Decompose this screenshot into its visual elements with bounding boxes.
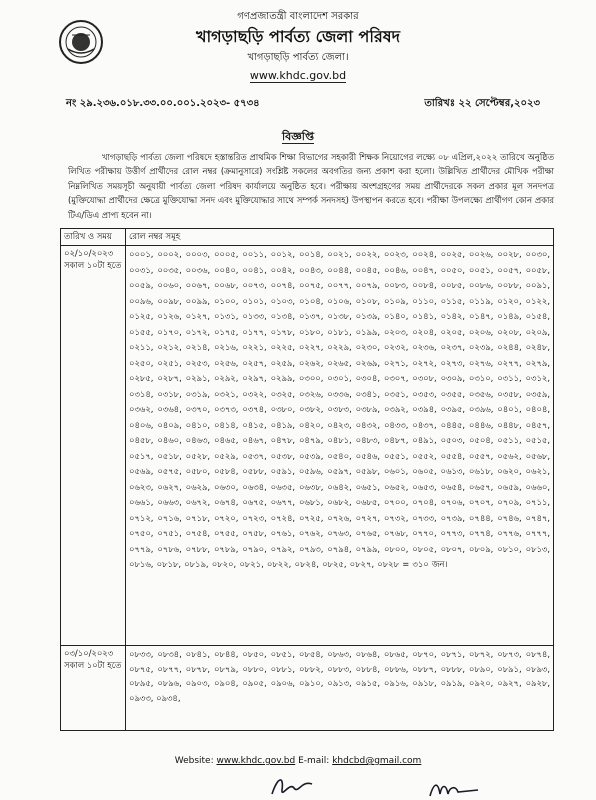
header-website-link[interactable]: www.khdc.gov.bd <box>249 69 347 82</box>
table-header-row <box>61 229 554 246</box>
table-row <box>61 646 554 731</box>
government-name: গণপ্রজাতন্ত্রী বাংলাদেশ সরকার <box>237 11 359 22</box>
roll-list-cell: ০৮৩৩, ০৮৩৪, ০৮৪১, ০৮৪৪, ০৮৫০, ০৮৫১, ০৮৫৪, ০৮৬৩, ০৮৬৪, ০৮৬৫, ০৮৭০, ০৮৭১, ০৮৭২, ০৮৭৩, ০৮৭৪, ০৮৭৫, ০৮৭৭, ০৮৭৮, ০৮৭৯, ০৮৮০, ০৮৮১, ০৮৮২, ০৮৮৩, ০৮৮৪, ০৮৮৬, ০৮৮৭, ০৮৮৮, ০৮৯০, ০৮৯১, ০৮৯৩, ০৮৯৫, ০৮৯৬, ০৯০৩, ০৯০৪, ০৯০৫, ০৯০৬, ০৯১০, ০৯১৩, ০৯১৫, ০৯১৬, ০৯১৮, ০৯১৯, ০৯২০, ০৯২৭, ০৯২৮, ০৯৩৩, ০৯৩৪, <box>126 646 554 731</box>
column-header-rolls: রোল নম্বর সমূহ <box>126 229 554 246</box>
signature-mark <box>268 772 318 800</box>
footer-email-link[interactable]: khdcbd@gmail.com <box>332 756 422 766</box>
signature-mark <box>428 778 480 800</box>
notice-body: খাগড়াছড়ি পার্বত্য জেলা পরিষদে হস্তান্তরিত প্রাথমিক শিক্ষা বিভাগের সহকারী শিক্ষক নিয়োগের লক্ষ্যে ০৮ এপ্রিল,২০২২ তারিখে অনুষ্ঠিত লিখিত পরীক্ষায় উত্তীর্ণ প্রার্থীদের রোল নম্বর (ক্রমানুসারে) সংশ্লিষ্ট সকলের অবগতির জন্য প্রকাশ করা হলো। উল্লিখিত প্রার্থীদের মৌখিক পরীক্ষা নিম্নলিখিত সময়সূচী অনুযায়ী পার্বত্য জেলা পরিষদ কার্যালয়ে অনুষ্ঠিত হবে। পরীক্ষায় অংশগ্রহণের সময় প্রার্থীদেরকে সকল প্রকার মূল সনদপত্র (মুক্তিযোদ্ধা প্রার্থীদের ক্ষেত্রে মুক্তিযোদ্ধা সনদ এবং মুক্তিযোদ্ধার সাথে সম্পর্ক সনদসহ) উপস্থাপন করতে হবে। পরীক্ষা উপলক্ষ্যে প্রার্থীগণ কোন প্রকার টিএ/ডিএ প্রাপ্য হবেন না। <box>68 152 554 220</box>
district-name: খাগড়াছড়ি পার্বত্য জেলা। <box>247 52 349 63</box>
session-cell: ০৩/১০/২০২৩ সকাল ১০টা হতে <box>61 646 126 731</box>
roll-list-cell: ০০০১, ০০০২, ০০০৩, ০০০৫, ০০১১, ০০১২, ০০১৪, ০০২১, ০০২২, ০০২৩, ০০২৪, ০০২৫, ০০২৬, ০০২৮, ০০৩০, ০০৩১, ০০৩৫, ০০৩৬, ০০৪০, ০০৪১, ০০৪২, ০০৪৩, ০০৪৪, ০০৪৫, ০০৪৬, ০০৪৭, ০০৫০, ০০৫১, ০০৫৭, ০০৫৮, ০০৫৯, ০০৬০, ০০৬৭, ০০৬৮, ০০৭৩, ০০৭৪, ০০৭৫, ০০৭৭, ০০৭৯, ০০৮৩, ০০৮৪, ০০৮৫, ০০৮৬, ০০৮৮, ০০৯১, ০০৯৬, ০০৯৮, ০০৯৯, ০১০০, ০১০১, ০১০৩, ০১০৪, ০১০৬, ০১০৮, ০১০৯, ০১১০, ০১১৫, ০১১৯, ০১২০, ০১২২, ০১২৫, ০১২৬, ০১২৭, ০১৩১, ০১৩৩, ০১৩৪, ০১৩৭, ০১৩৮, ০১৩৯, ০১৪০, ০১৪১, ০১৪২, ০১৪৭, ০১৪৯, ০১৫৪, ০১৫৫, ০১৭০, ০১৭২, ০১৭৫, ০১৭৭, ০১৭৮, ০১৮০, ০১৮১, ০১৯৯, ০২০৩, ০২০৪, ০২০৫, ০২০৬, ০২০৮, ০২০৯, ০২১১, ০২১২, ০২১৪, ০২১৬, ০২২১, ০২২৫, ০২২৭, ০২২৯, ০২৩০, ০২৩২, ০২৩৬, ০২৩৭, ০২৩৯, ০২৪৪, ০২৪৮, ০২৫০, ০২৫১, ০২৫৩, ০২৫৬, ০২৫৭, ০২৫৯, ০২৬২, ০২৬৫, ০২৬৯, ০২৭১, ০২৭২, ০২৭৩, ০২৭৬, ০২৭৭, ০২৭৯, ০২৮৫, ০২৮৭, ০২৯১, ০২৯২, ০২৯৭, ০২৯৯, ০৩০০, ০৩০১, ০৩০৪, ০৩০৭, ০৩০৮, ০৩০৯, ০৩১০, ০৩১১, ০৩১২, ০৩১৪, ০৩১৮, ০৩১৯, ০৩২১, ০৩২২, ০৩২৫, ০৩২৬, ০৩৩৬, ০৩৪১, ০৩৫১, ০৩৫৩, ০৩৫৫, ০৩৫৬, ০৩৫৮, ০৩৫৯, ০৩৬২, ০৩৬৪, ০৩৭০, ০৩৭৩, ০৩৭৪, ০৩৮০, ০৩৮২, ০৩৮৩, ০৩৮৯, ০৩৯২, ০৩৯৪, ০৩৯৫, ০৩৯৬, ০৪০১, ০৪০৪, ০৪০৬, ০৪০৯, ০৪১০, ০৪১৪, ০৪১৫, ০৪১৯, ০৪২০, ০৪২৩, ০৪৩২, ০৪৩৩, ০৪৩৭, ০৪৪৫, ০৪৪৬, ০৪৪৮, ০৪৫৭, ০৪৫৮, ০৪৬০, ০৪৬৩, ০৪৬৫, ০৪৬৭, ০৪৭৮, ০৪৭৯, ০৪৮১, ০৪৮৩, ০৪৮৭, ০৪৯১, ০৫০৩, ০৫০৪, ০৫১১, ০৫১৫, ০৫১৭, ০৫১৮, ০৫২৮, ০৫২৯, ০৫৩৭, ০৫৩৮, ০৫৩৯, ০৫৪০, ০৫৪৬, ০৫৫১, ০৫৫২, ০৫৫৪, ০৫৫৭, ০৫৬২, ০৫৬৮, ০৫৬৯, ০৫৭৫, ০৫৮০, ০৫৮৪, ০৫৮৮, ০৫৯১, ০৫৯৬, ০৫৯৭, ০৫৯৮, ০৬০১, ০৬০৫, ০৬১৩, ০৬১৮, ০৬২০, ০৬২১, ০৬২৩, ০৬২৭, ০৬২৯, ০৬৩০, ০৬৩৪, ০৬৩৫, ০৬৩৮, ০৬৪২, ০৬৫১, ০৬৫২, ০৬৫৩, ০৬৫৪, ০৬৫৭, ০৬৫৯, ০৬৬০, ০৬৬১, ০৬৬৩, ০৬৭২, ০৬৭৪, ০৬৭৫, ০৬৭৭, ০৬৮১, ০৬৮২, ০৬৮৫, ০৭০০, ০৭০৪, ০৭০৬, ০৭০৭, ০৭০৯, ০৭১১, ০৭১২, ০৭১৬, ০৭১৮, ০৭২০, ০৭২৩, ০৭২৪, ০৭২৫, ০৭২৬, ০৭২৭, ০৭৩২, ০৭৩৩, ০৭৩৯, ০৭৪৪, ০৭৪৬, ০৭৪৭, ০৭৫০, ০৭৫১, ০৭৫৪, ০৭৫৫, ০৭৫৮, ০৭৬১, ০৭৬২, ০৭৬৩, ০৭৬৫, ০৭৬৮, ০৭৭০, ০৭৭৩, ০৭৭৪, ০৭৭৬, ০৭৭৭, ০৭৭৯, ০৭৮৬, ০৭৮৮, ০৭৮৯, ০৭৯০, ০৭৯২, ০৭৯৩, ০৭৯৪, ০৭৯৯, ০৮০০, ০৮০৫, ০৮০৭, ০৮০৯, ০৮১০, ০৮১৩, ০৮১৬, ০৮১৮, ০৮১৯, ০৮২০, ০৮২১, ০৮২২, ০৮২৪, ০৮২৫, ০৮২৭, ০৮২৮ = ৩১০ জন। <box>126 246 554 646</box>
table-row <box>61 246 554 646</box>
council-name: খাগড়াছড়ি পার্বত্য জেলা পরিষদ <box>196 27 400 46</box>
footer-contact <box>0 756 596 766</box>
memo-date: তারিখঃ ২২ সেপ্টেম্বর,২০২৩ <box>424 98 540 109</box>
column-header-session: তারিখ ও সময় <box>61 229 126 246</box>
footer-email-label: E-mail: <box>298 756 330 766</box>
footer-website-label: Website: <box>174 756 214 766</box>
footer-website-link[interactable]: www.khdc.gov.bd <box>216 756 296 766</box>
session-cell: ০২/১০/২০২৩ সকাল ১০টা হতে <box>61 246 126 646</box>
notice-title-text: বিজ্ঞপ্তি <box>282 130 314 143</box>
notice-title <box>0 128 596 147</box>
header-website <box>0 69 596 82</box>
roll-number-table <box>60 228 554 731</box>
memo-reference: নং ২৯.২৩৬.০১৮.৩৩.০০.০০১.২০২৩- ৫৭৩৪ <box>66 98 260 109</box>
